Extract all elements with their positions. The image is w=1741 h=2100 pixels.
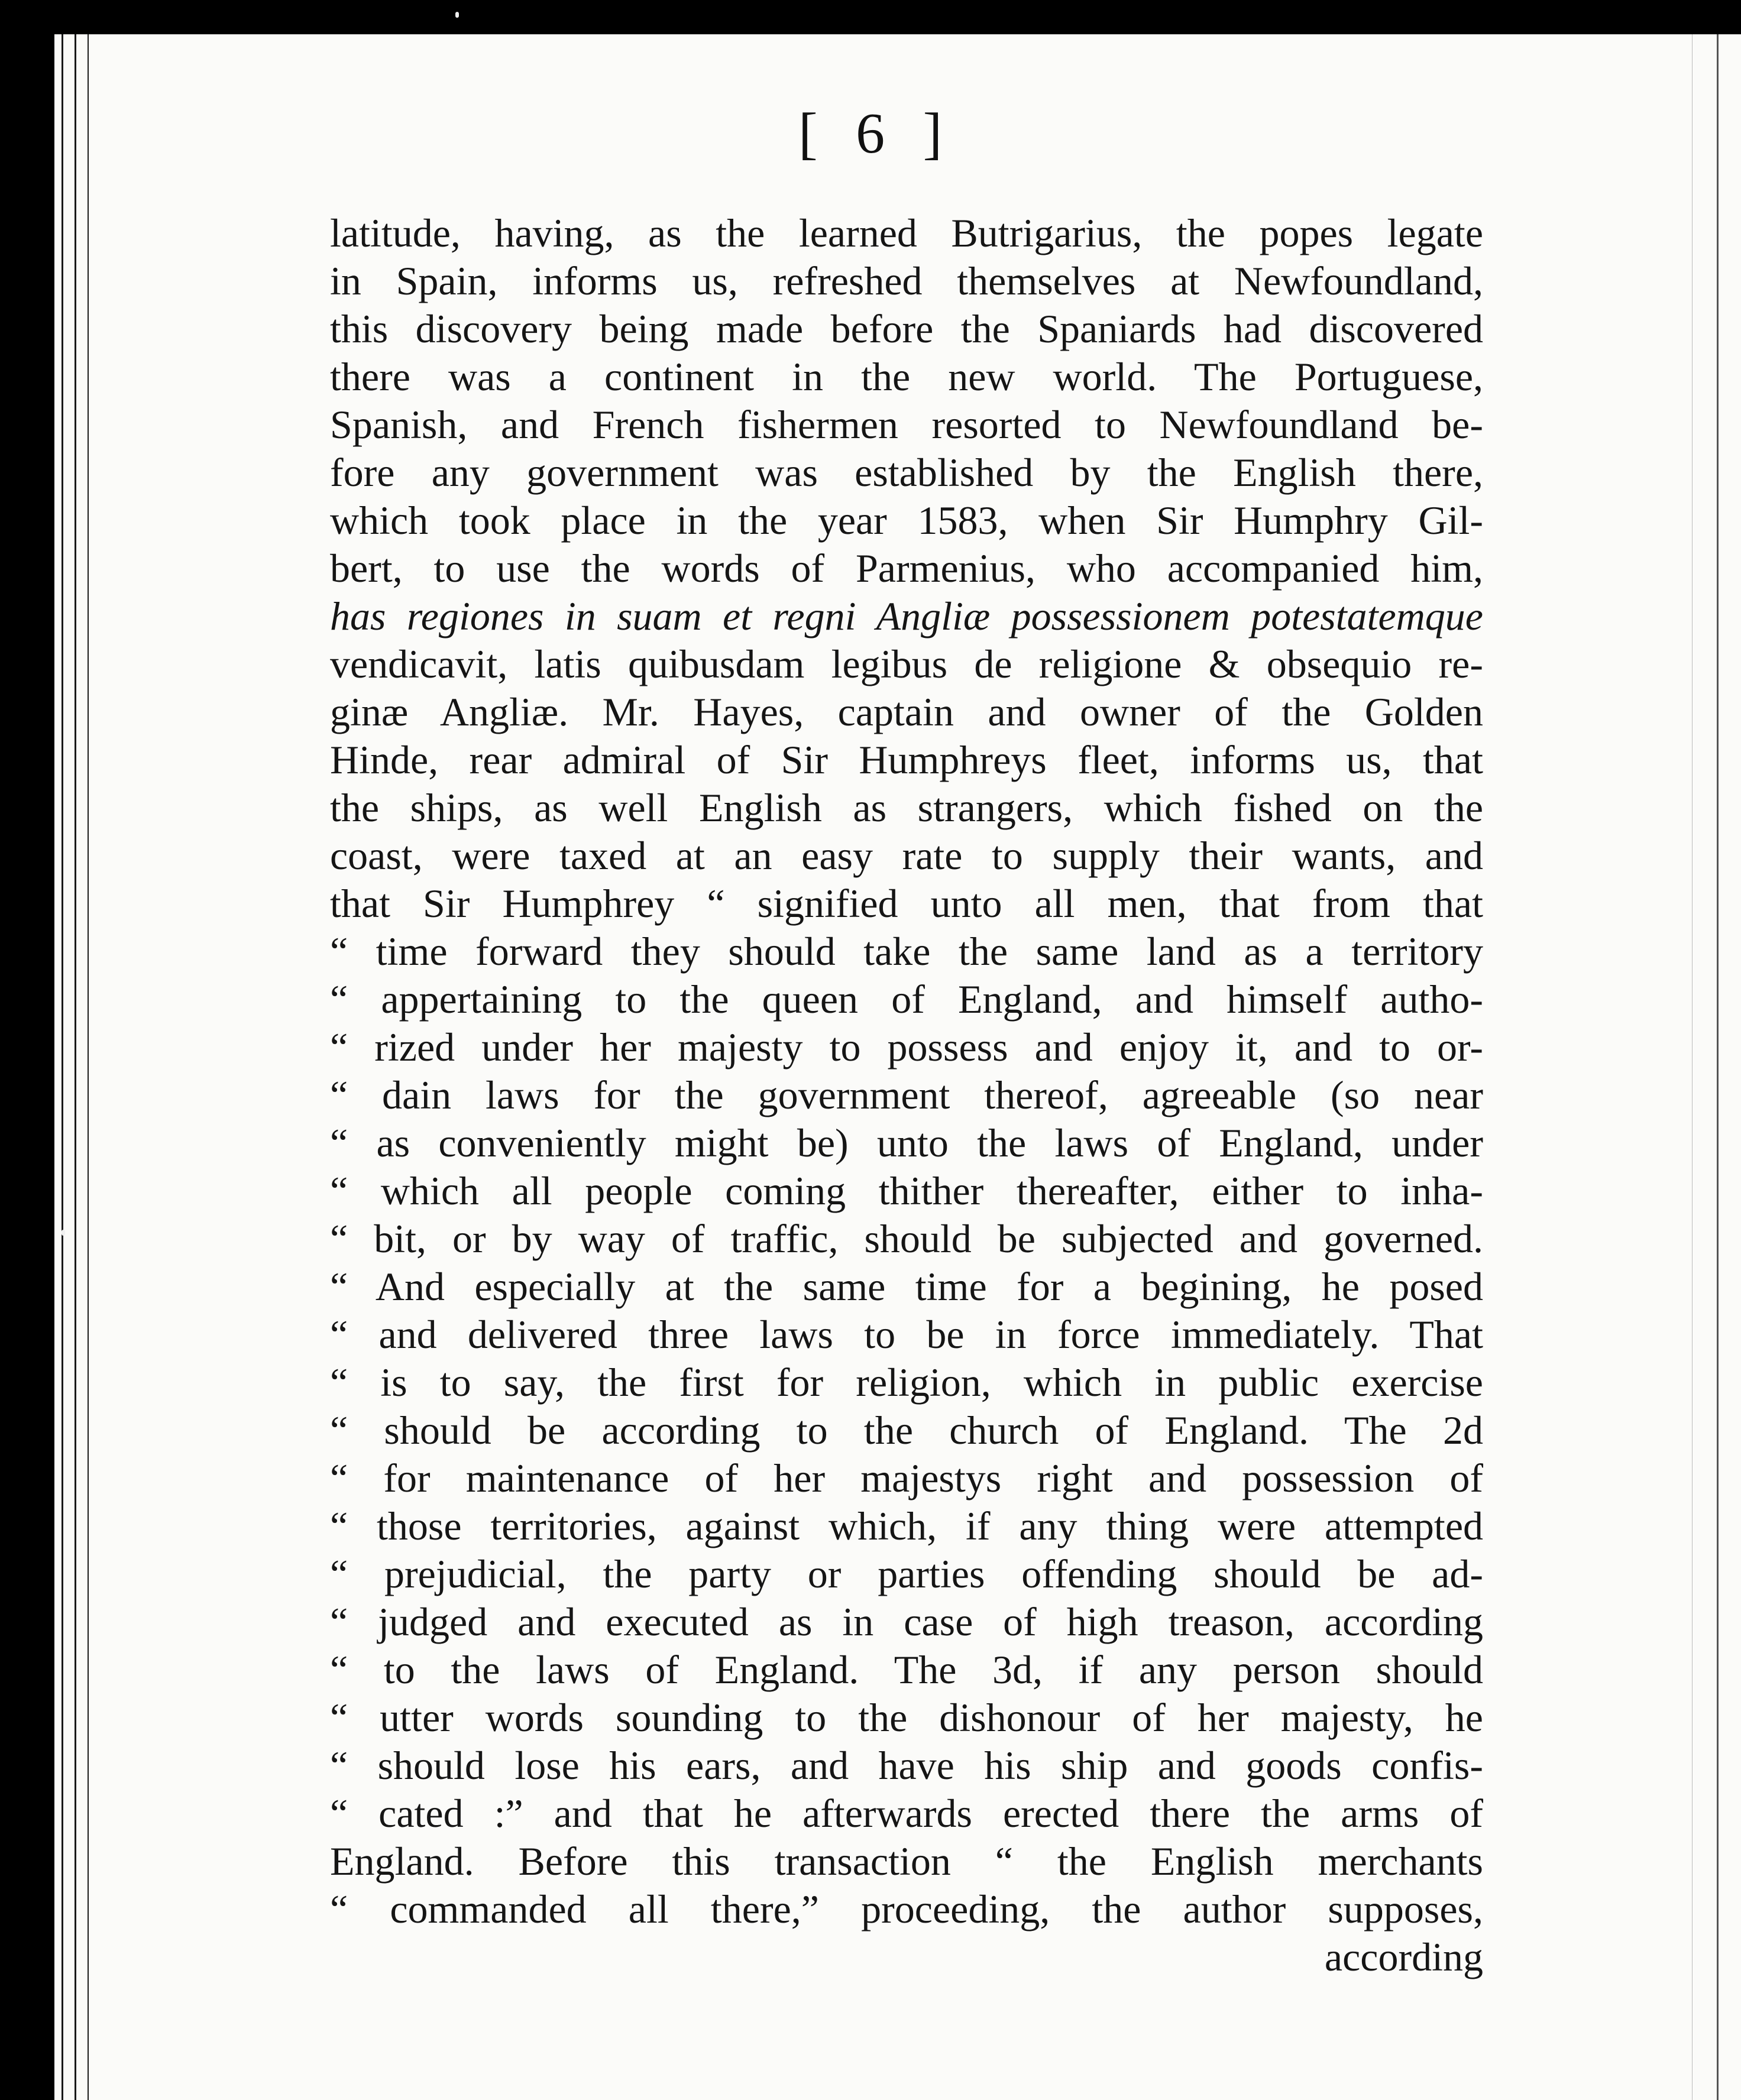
text-line: coast, were taxed at an easy rate to supply their wants, and [330,833,1483,878]
text-line: “ should be according to the church of England. The 2d [330,1408,1483,1453]
text-line: in Spain, informs us, refreshed themselves at Newfoundland, [330,258,1483,303]
body-text [330,209,1483,1981]
page-edge [75,34,76,2100]
text-line: the ships, as well English as strangers, which fished on the [330,785,1483,830]
scan-speck [455,12,459,18]
text-line: Spanish, and French fishermen resorted to Newfoundland be- [330,402,1483,447]
page-edge [88,34,89,2100]
page-number: [ 6 ] [798,102,954,166]
text-line: “ for maintenance of her majestys right and possession of [330,1456,1483,1501]
text-line: “ which all people coming thither thereafter, either to inha- [330,1168,1483,1213]
text-line: “ And especially at the same time for a begining, he posed [330,1264,1483,1309]
text-line: latitude, having, as the learned Butrigarius, the popes legate [330,210,1483,255]
text-line: that Sir Humphrey “ signified unto all men, that from that [330,881,1483,926]
text-line: ginæ Angliæ. Mr. Hayes, captain and owner of the Golden [330,689,1483,734]
catchword: according [1324,1934,1483,1979]
text-line: “ judged and executed as in case of high treason, according [330,1599,1483,1644]
scan-speck [62,1230,65,1236]
text-line: “ those territories, against which, if any thing were attempted [330,1503,1483,1548]
text-line: “ appertaining to the queen of England, and himself autho- [330,977,1483,1022]
text-line: there was a continent in the new world. The Portuguese, [330,354,1483,399]
text-line: “ prejudicial, the party or parties offending should be ad- [330,1551,1483,1596]
text-line: “ commanded all there,” proceeding, the author supposes, [330,1887,1483,1932]
text-line: this discovery being made before the Spaniards had discovered [330,306,1483,351]
page-edge [1692,34,1693,2100]
text-line: fore any government was established by the English there, [330,450,1483,495]
text-line: which took place in the year 1583, when Sir Humphry Gil- [330,498,1483,543]
text-line: “ rized under her majesty to possess and enjoy it, and to or- [330,1025,1483,1070]
text-line: “ should lose his ears, and have his ship and goods confis- [330,1743,1483,1788]
text-line: England. Before this transaction “ the English merchants [330,1839,1483,1884]
text-line: “ cated :” and that he afterwards erected there the arms of [330,1791,1483,1836]
text-line: “ as conveniently might be) unto the laws of England, under [330,1120,1483,1165]
text-line: “ to the laws of England. The 3d, if any person should [330,1647,1483,1692]
text-line: vendicavit, latis quibusdam legibus de religione & obsequio re- [330,641,1483,686]
text-line: bert, to use the words of Parmenius, who accompanied him, [330,546,1483,591]
text-line: has regiones in suam et regni Angliæ possessionem potestatemque [330,594,1483,639]
text-line: “ dain laws for the government thereof, agreeable (so near [330,1072,1483,1117]
text-line: “ bit, or by way of traffic, should be subjected and governed. [330,1216,1483,1261]
text-line: “ is to say, the first for religion, which in public exercise [330,1360,1483,1405]
text-line: “ and delivered three laws to be in force immediately. That [330,1312,1483,1357]
text-line: “ utter words sounding to the dishonour of her majesty, he [330,1695,1483,1740]
text-line: Hinde, rear admiral of Sir Humphreys fleet, informs us, that [330,737,1483,782]
text-line: “ time forward they should take the same land as a territory [330,929,1483,974]
page-edge [62,34,63,2100]
page-edge [1717,34,1719,2100]
